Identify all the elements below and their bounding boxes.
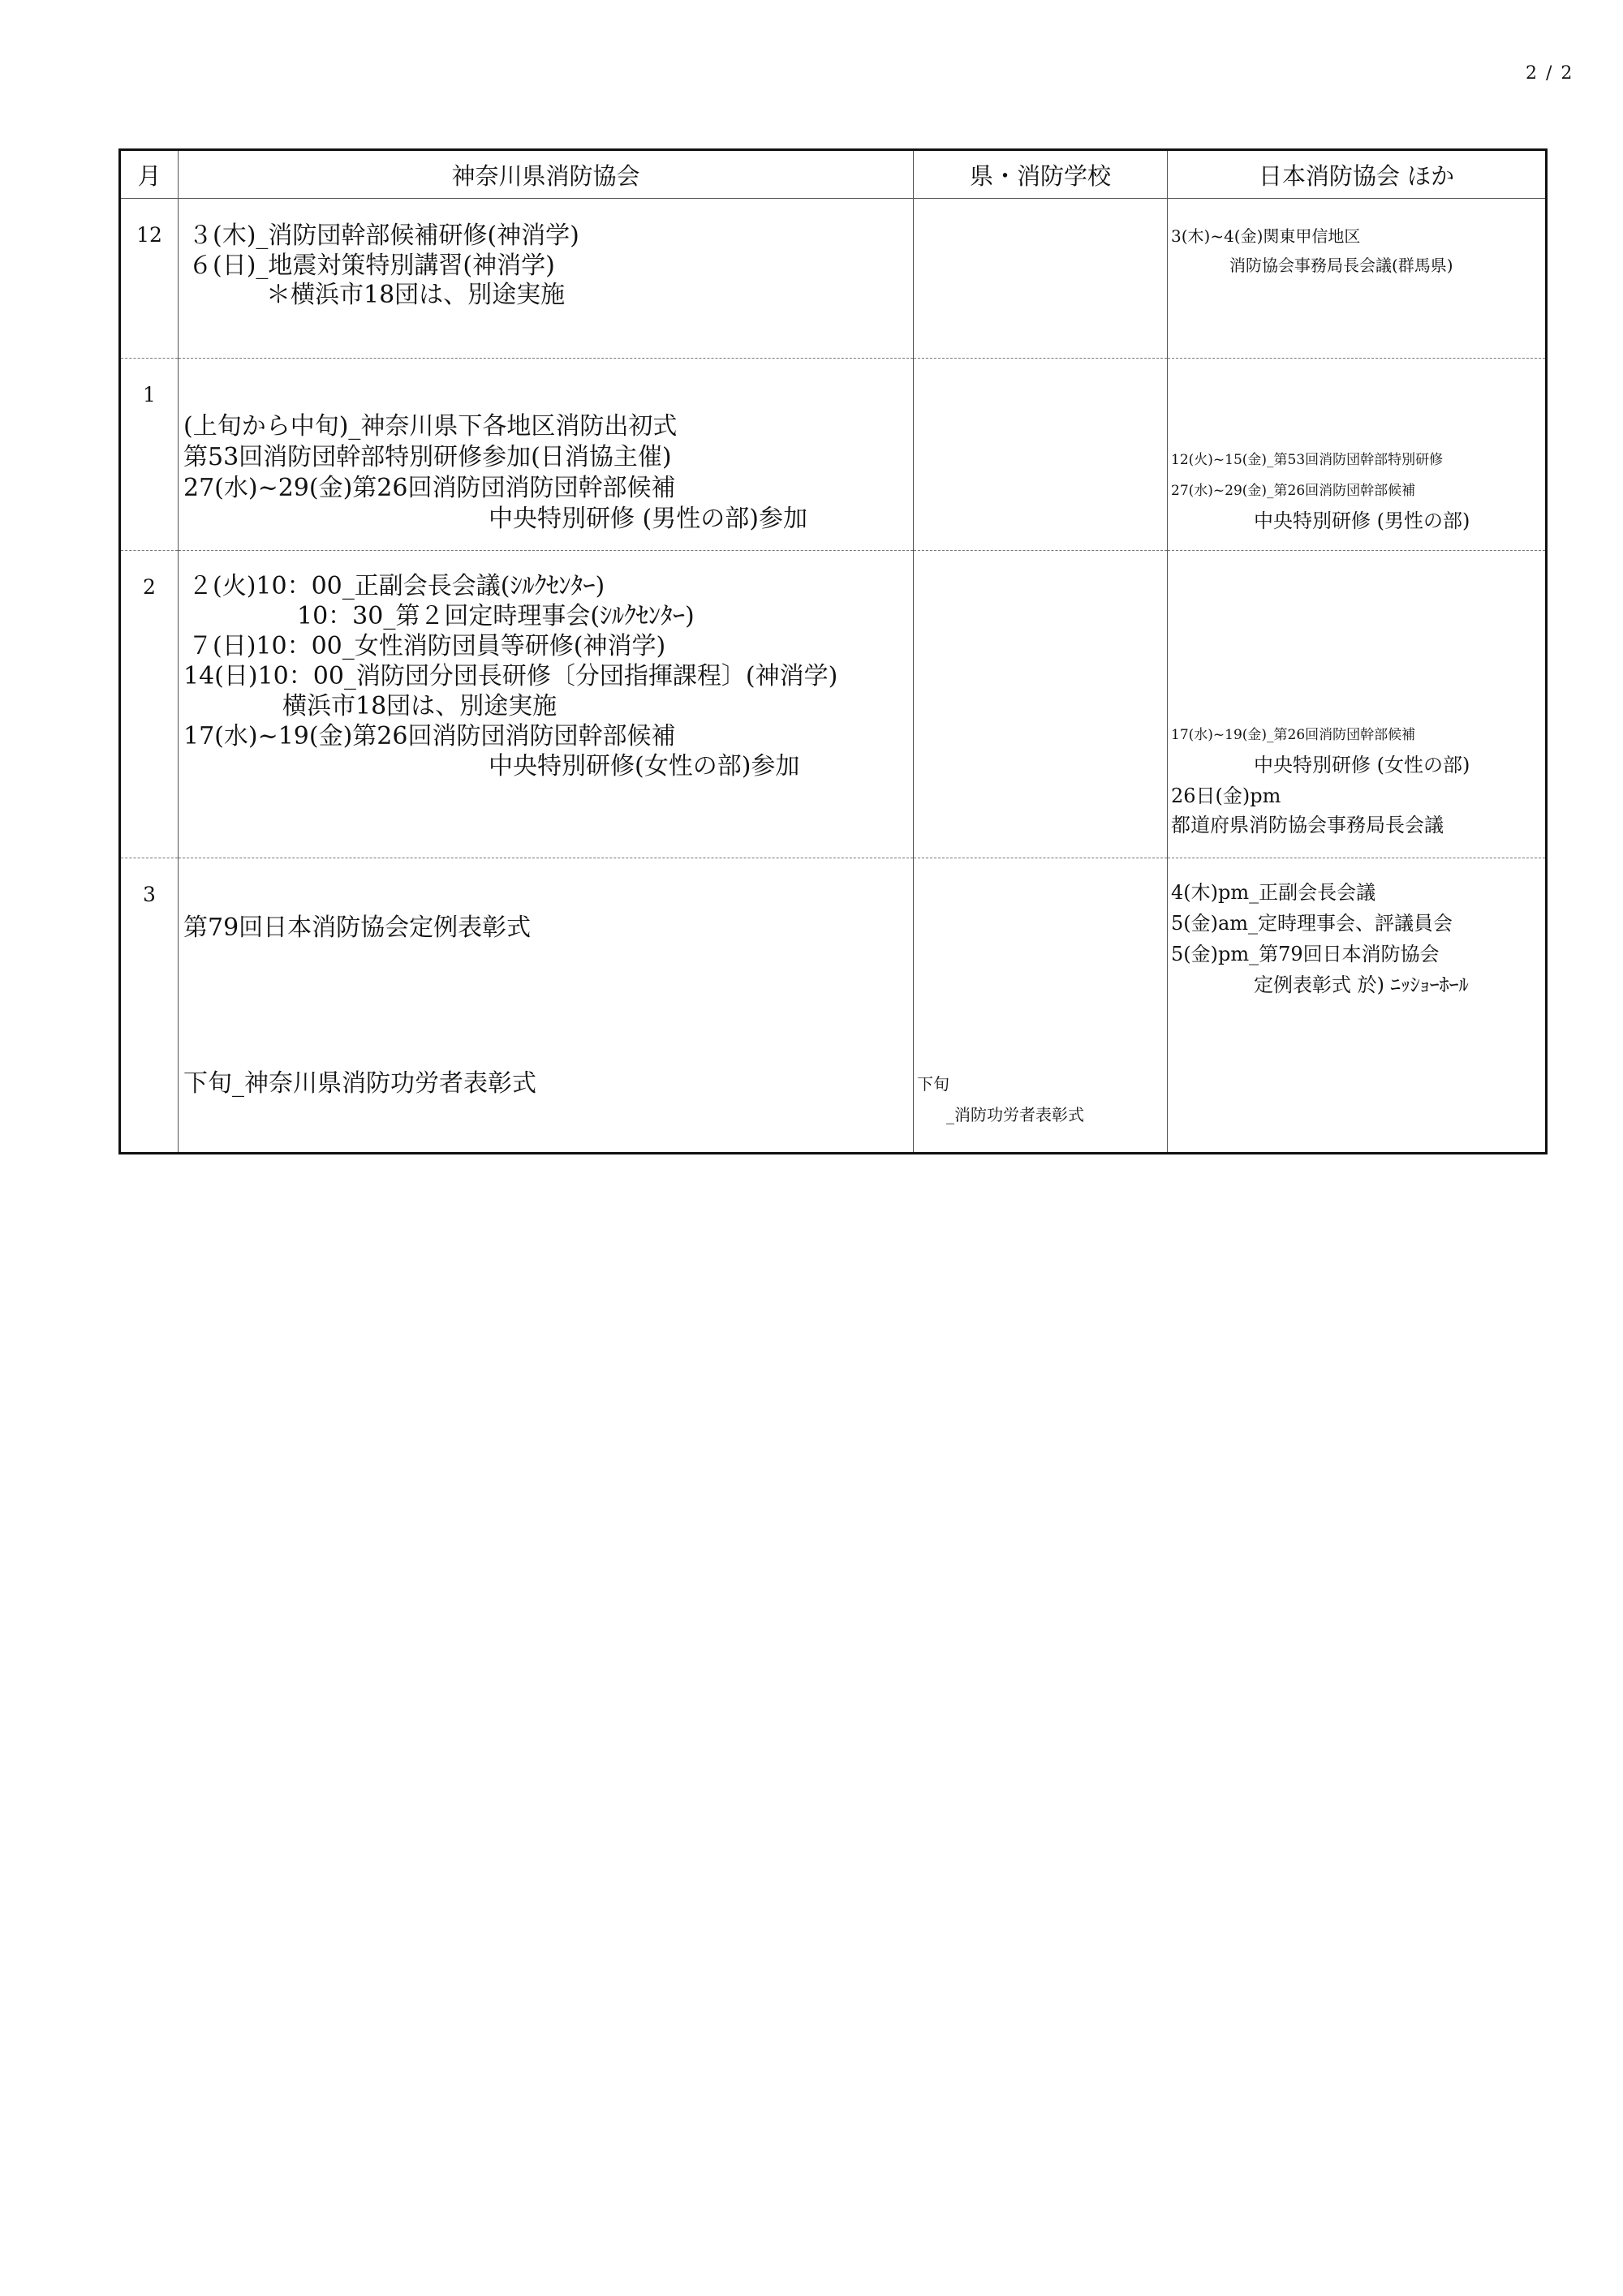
table-row-january xyxy=(120,359,1547,551)
header-row xyxy=(120,150,1547,199)
event-line: 4(木)pm_正副会長会議 xyxy=(1171,881,1376,904)
event-line: ２(火)10：00_正副会長会議(ｼﾙｸｾﾝﾀｰ) xyxy=(188,572,605,600)
school-cell xyxy=(914,858,1168,1154)
event-line: 中央特別研修 (男性の部)参加 xyxy=(489,505,807,533)
school-cell xyxy=(914,199,1168,359)
month-cell: 1 xyxy=(120,359,179,551)
japan-cell xyxy=(1168,359,1547,551)
event-line: 27(水)~29(金)_第26回消防団幹部候補 xyxy=(1171,483,1416,499)
event-line: 中央特別研修 (男性の部) xyxy=(1254,510,1470,532)
event-line: 17(水)~19(金)第26回消防団消防団幹部候補 xyxy=(183,722,676,750)
event-line: 消防協会事務局長会議(群馬県) xyxy=(1229,256,1453,275)
table-row-february xyxy=(120,551,1547,858)
header-kanagawa: 神奈川県消防協会 xyxy=(179,150,914,199)
kanagawa-cell xyxy=(179,199,914,359)
event-line: 下旬_神奈川県消防功労者表彰式 xyxy=(183,1069,536,1098)
japan-cell xyxy=(1168,551,1547,858)
event-line: 下旬 xyxy=(917,1074,949,1094)
event-line: 17(水)~19(金)_第26回消防団幹部候補 xyxy=(1171,727,1416,743)
table-row-march xyxy=(120,858,1547,1154)
page-number: 2 / 2 xyxy=(1526,63,1574,84)
event-line: 中央特別研修 (女性の部) xyxy=(1254,754,1470,776)
event-line: ３(木)_消防団幹部候補研修(神消学) xyxy=(188,221,579,250)
header-school: 県・消防学校 xyxy=(914,150,1168,199)
school-cell xyxy=(914,359,1168,551)
table-row-december xyxy=(120,199,1547,359)
event-line: 3(木)~4(金)関東甲信地区 xyxy=(1171,226,1361,246)
event-line: 5(金)pm_第79回日本消防協会 xyxy=(1171,943,1440,965)
event-line: (上旬から中旬)_神奈川県下各地区消防出初式 xyxy=(183,412,678,441)
school-cell xyxy=(914,551,1168,858)
event-line: 12(火)~15(金)_第53回消防団幹部特別研修 xyxy=(1171,452,1444,468)
event-line: ＊横浜市18団は、別途実施 xyxy=(266,281,566,309)
event-line: ６(日)_地震対策特別講習(神消学) xyxy=(188,252,555,280)
event-line: 定例表彰式 於) ﾆｯｼｮｰﾎｰﾙ xyxy=(1254,974,1469,996)
event-line: ７(日)10：00_女性消防団員等研修(神消学) xyxy=(188,632,666,660)
schedule-table xyxy=(118,148,1548,1154)
event-line: 横浜市18団は、別途実施 xyxy=(282,692,558,720)
event-line: 14(日)10：00_消防団分団長研修〔分団指揮課程〕(神消学) xyxy=(183,662,838,690)
kanagawa-cell xyxy=(179,551,914,858)
header-japan: 日本消防協会 ほか xyxy=(1168,150,1547,199)
header-month: 月 xyxy=(120,150,179,199)
month-cell: 2 xyxy=(120,551,179,858)
event-line: 5(金)am_定時理事会、評議員会 xyxy=(1171,912,1453,935)
month-cell: 3 xyxy=(120,858,179,1154)
event-line: _消防功労者表彰式 xyxy=(946,1105,1084,1124)
event-line: 都道府県消防協会事務局長会議 xyxy=(1171,814,1444,836)
event-line: 10：30_第２回定時理事会(ｼﾙｸｾﾝﾀｰ) xyxy=(297,602,695,630)
kanagawa-cell xyxy=(179,359,914,551)
event-line: 第79回日本消防協会定例表彰式 xyxy=(183,914,532,942)
month-cell: 12 xyxy=(120,199,179,359)
event-line: 第53回消防団幹部特別研修参加(日消協主催) xyxy=(183,443,672,471)
event-line: 26日(金)pm xyxy=(1171,785,1281,807)
event-line: 27(水)~29(金)第26回消防団消防団幹部候補 xyxy=(183,474,676,502)
kanagawa-cell xyxy=(179,858,914,1154)
japan-cell xyxy=(1168,199,1547,359)
japan-cell xyxy=(1168,858,1547,1154)
event-line: 中央特別研修(女性の部)参加 xyxy=(489,752,800,780)
